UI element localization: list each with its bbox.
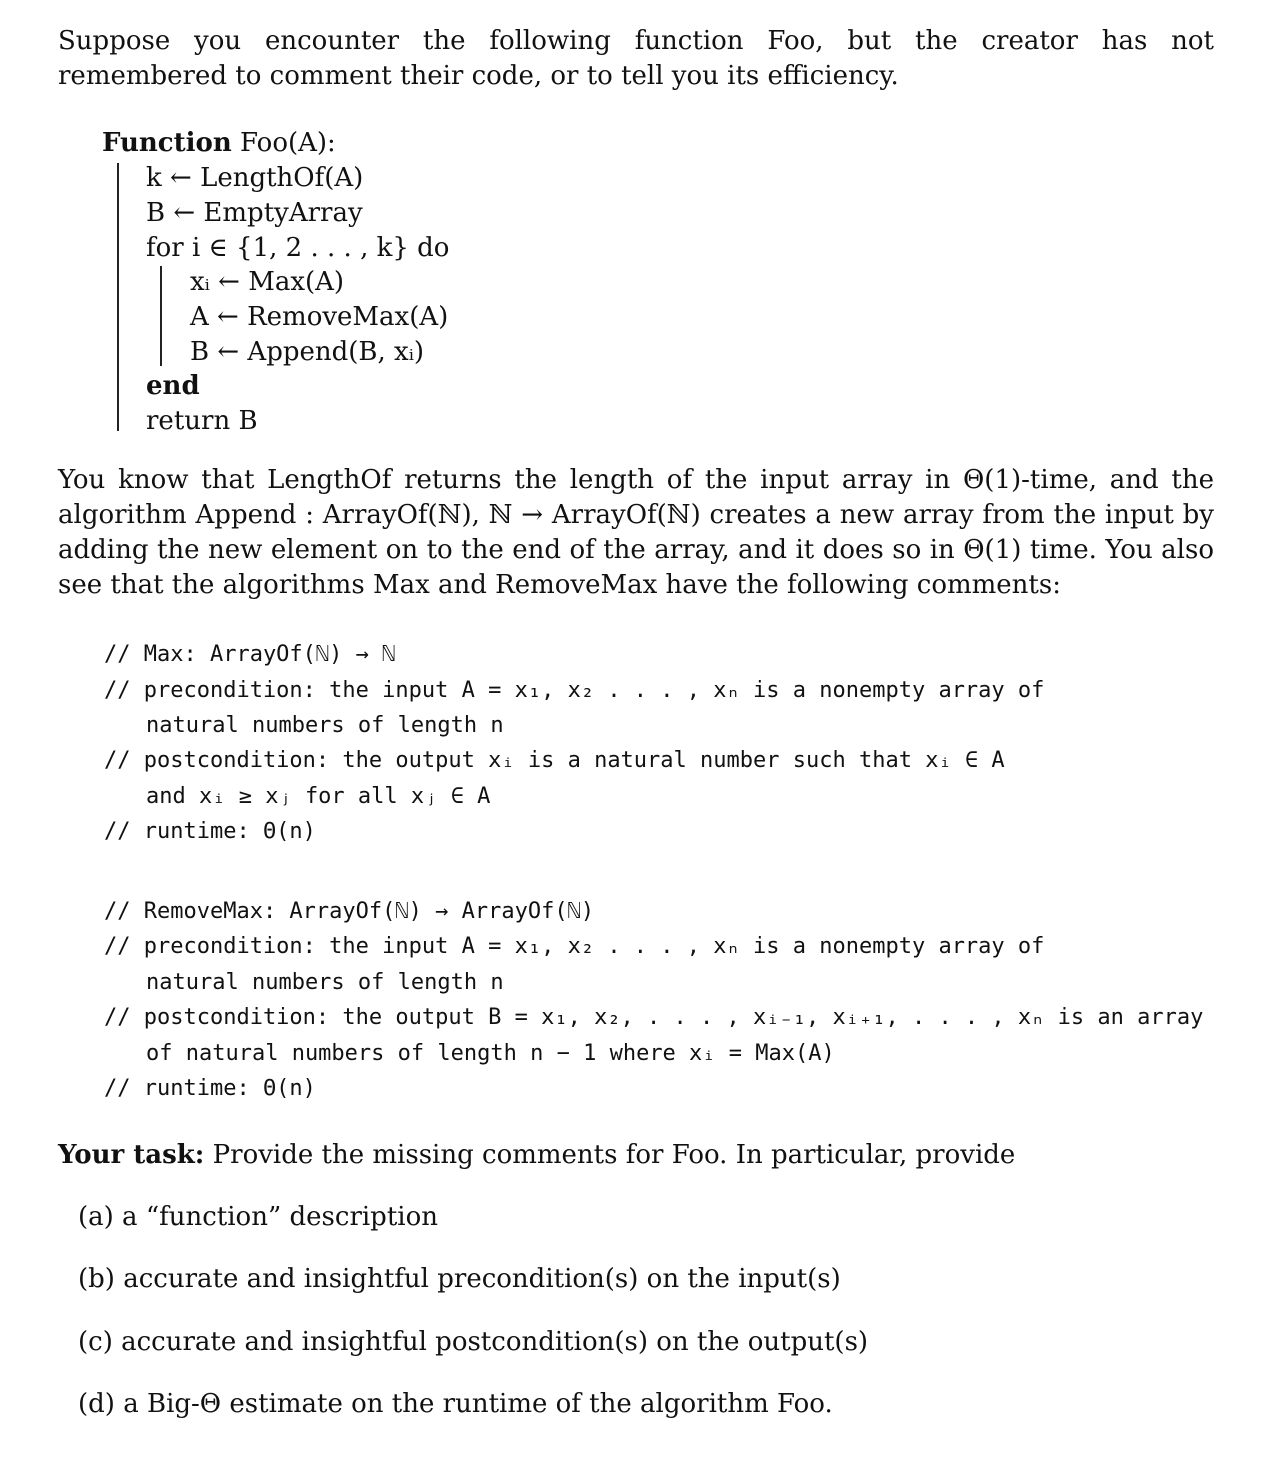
loop-scope-bar <box>160 266 162 366</box>
algorithm-line: A ← RemoveMax(A) <box>190 302 449 332</box>
comment-line: // precondition: the input A = x₁, x₂ . . . , xₙ is a nonempty array of <box>104 678 1045 703</box>
outer-scope-bar <box>117 163 119 431</box>
comment-line: natural numbers of length n <box>146 713 504 738</box>
task-item: (a) a “function” description <box>78 1202 438 1232</box>
comment-line: // runtime: Θ(n) <box>104 819 316 844</box>
description-paragraph: You know that LengthOf returns the length of the input array in Θ(1)-time, and the algorithm Append : ArrayOf(ℕ), ℕ → ArrayOf(ℕ) creates a new array from the input by adding the new element on to the end of the array, and it does so in Θ(1) time. You also see that the algorithms Max and RemoveMax have the following comments: <box>58 465 1214 600</box>
comment-line: and xᵢ ≥ xⱼ for all xⱼ ∈ A <box>146 784 491 809</box>
comment-line: of natural numbers of length n − 1 where xᵢ = Max(A) <box>146 1041 835 1066</box>
intro-paragraph: Suppose you encounter the following function Foo, but the creator has not remembered to comment their code, or to tell you its efficiency. <box>58 26 1214 91</box>
algorithm-line: return B <box>146 406 258 436</box>
comment-line: natural numbers of length n <box>146 970 504 995</box>
algorithm-line: B ← EmptyArray <box>146 198 363 228</box>
comment-line: // postcondition: the output B = x₁, x₂, . . . , xᵢ₋₁, xᵢ₊₁, . . . , xₙ is an array <box>104 1005 1204 1030</box>
algorithm-line: end <box>146 371 200 401</box>
task-text: Provide the missing comments for Foo. In particular, provide <box>212 1140 1016 1170</box>
algorithm-line: for i ∈ {1, 2 . . . , k} do <box>146 233 450 263</box>
task-statement <box>58 1138 1015 1173</box>
comment-line: // precondition: the input A = x₁, x₂ . . . , xₙ is a nonempty array of <box>104 934 1045 959</box>
function-keyword: Function <box>102 128 232 158</box>
function-signature: Foo(A): <box>240 128 336 158</box>
comment-line: // runtime: Θ(n) <box>104 1076 316 1101</box>
comment-line: // RemoveMax: ArrayOf(ℕ) → ArrayOf(ℕ) <box>104 899 595 924</box>
algorithm-line: B ← Append(B, xᵢ) <box>190 337 425 367</box>
algorithm-header <box>102 126 336 161</box>
comment-line: // Max: ArrayOf(ℕ) → ℕ <box>104 642 396 667</box>
algorithm-line: k ← LengthOf(A) <box>146 163 364 193</box>
task-item: (c) accurate and insightful postcondition(s) on the output(s) <box>78 1327 869 1357</box>
algorithm-line: xᵢ ← Max(A) <box>190 267 345 297</box>
task-lead: Your task: <box>58 1140 205 1170</box>
task-item: (b) accurate and insightful precondition(s) on the input(s) <box>78 1264 841 1294</box>
comment-line: // postcondition: the output xᵢ is a natural number such that xᵢ ∈ A <box>104 748 1005 773</box>
task-item: (d) a Big-Θ estimate on the runtime of the algorithm Foo. <box>78 1389 833 1419</box>
